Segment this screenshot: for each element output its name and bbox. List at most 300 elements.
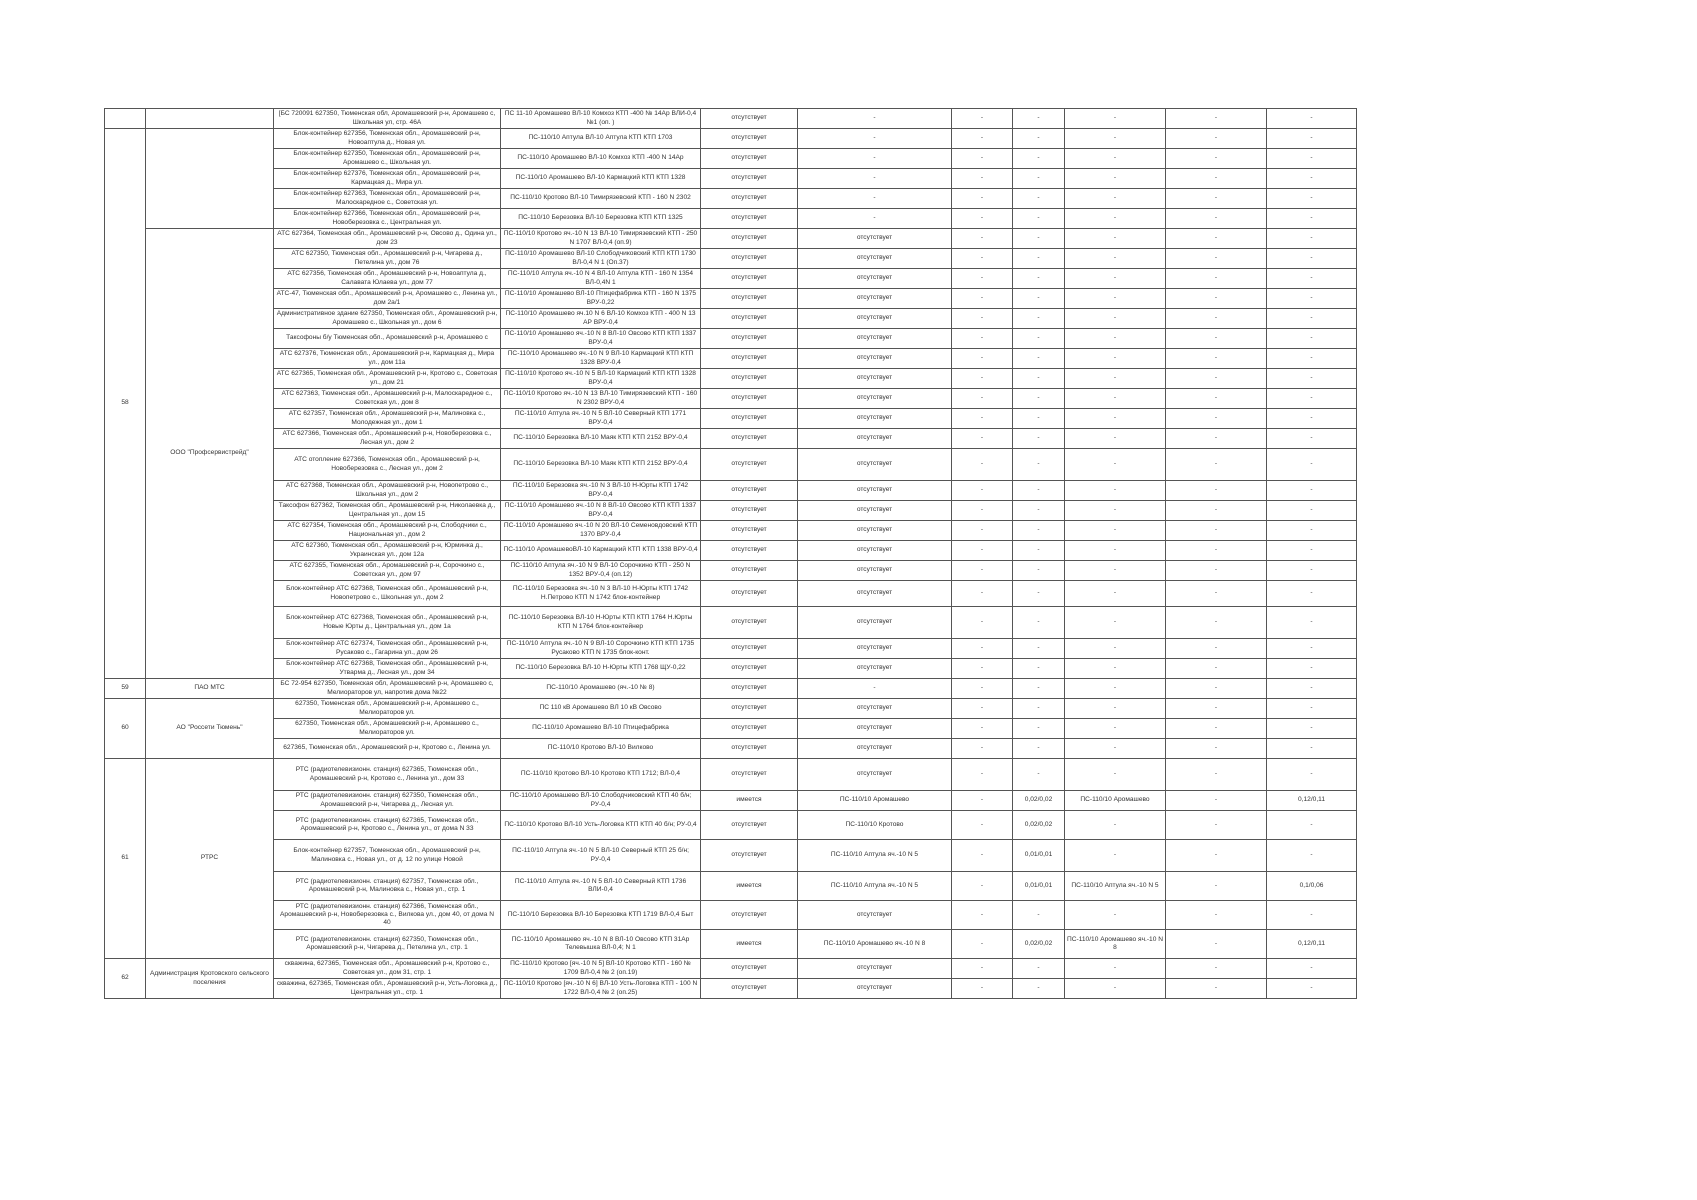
value-cell-a: - — [952, 169, 1013, 189]
source-cell: - — [798, 679, 952, 699]
power2-cell: 0,1/0,06 — [1267, 872, 1357, 901]
organization-cell: АО "Россети Тюмень" — [146, 699, 274, 759]
table-row — [105, 521, 1357, 541]
source2-cell: - — [1065, 811, 1166, 840]
source-cell: - — [798, 149, 952, 169]
organization-cell: ПАО МТС — [146, 679, 274, 699]
organization-cell — [146, 129, 274, 229]
availability-cell: отсутствует — [701, 309, 798, 329]
power-cell: - — [1013, 541, 1065, 561]
substation-cell: ПС 110 кВ Аромашево ВЛ 10 кВ Овсово — [501, 699, 701, 719]
source2-cell: - — [1065, 639, 1166, 659]
address-cell: БС 72-954 627350, Тюменская обл, Аромашевский р-н, Аромашево с, Мелиораторов ул, напротив дома №22 — [274, 679, 501, 699]
row-number-cell: 60 — [105, 699, 146, 759]
source2-cell: - — [1065, 209, 1166, 229]
table-row — [105, 561, 1357, 581]
source-cell: отсутствует — [798, 349, 952, 369]
value-cell-a: - — [952, 501, 1013, 521]
power2-cell: - — [1267, 129, 1357, 149]
value-cell-a: - — [952, 309, 1013, 329]
value-cell-a: - — [952, 930, 1013, 959]
address-cell: Таксофон 627362, Тюменская обл., Аромашевский р-н, Николаевка д., Центральная ул., дом 15 — [274, 501, 501, 521]
substation-cell: ПС-110/10 Аптула яч.-10 N 4 ВЛ-10 Аптула КТП - 160 N 1354 ВЛ-0,4N 1 — [501, 269, 701, 289]
address-cell: скважина, 627365, Тюменская обл., Аромашевский р-н, Усть-Логовка д., Центральная ул., стр. 1 — [274, 979, 501, 999]
substation-cell: ПС-110/10 Аромашево яч.-10 N 8 ВЛ-10 Овсово КТП КТП 1337 ВРУ-0,4 — [501, 329, 701, 349]
power2-cell: - — [1267, 840, 1357, 872]
substation-cell: ПС-110/10 Березовка ВЛ-10 Березовка КТП КТП 1325 — [501, 209, 701, 229]
table-row — [105, 639, 1357, 659]
address-cell: АТС 627356, Тюменская обл., Аромашевский р-н, Новоаптула д., Салавата Юлаева ул., дом 77 — [274, 269, 501, 289]
source-cell: отсутствует — [798, 429, 952, 449]
power-cell: - — [1013, 501, 1065, 521]
availability-cell: отсутствует — [701, 389, 798, 409]
substation-cell: ПС-110/10 Березовка ВЛ-10 Маяк КТП КТП 2152 ВРУ-0,4 — [501, 449, 701, 481]
address-cell: Блок-контейнер 627363, Тюменская обл., Аромашевский р-н, Малоскаредное с., Советская ул. — [274, 189, 501, 209]
value-cell-a: - — [952, 449, 1013, 481]
value-cell-b: - — [1166, 249, 1267, 269]
address-cell: 627350, Тюменская обл., Аромашевский р-н, Аромашево с., Мелиораторов ул. — [274, 719, 501, 739]
source2-cell: - — [1065, 659, 1166, 679]
availability-cell: имеется — [701, 930, 798, 959]
table-row — [105, 309, 1357, 329]
source-cell: - — [798, 189, 952, 209]
substation-cell: ПС-110/10 Березовка ВЛ-10 Маяк КТП КТП 2152 ВРУ-0,4 — [501, 429, 701, 449]
table-row — [105, 289, 1357, 309]
power-cell: - — [1013, 959, 1065, 979]
value-cell-b: - — [1166, 679, 1267, 699]
power-cell: - — [1013, 129, 1065, 149]
source-cell: отсутствует — [798, 229, 952, 249]
address-cell: Блок-контейнер АТС 627368, Тюменская обл., Аромашевский р-н, Утварма д., Лесная ул., дом 34 — [274, 659, 501, 679]
power-cell: - — [1013, 429, 1065, 449]
address-cell: [БС 720091 627350, Тюменская обл, Аромашевский р-н, Аромашево с, Школьная ул, стр. 46А — [274, 109, 501, 129]
source2-cell: - — [1065, 229, 1166, 249]
address-cell: Блок-контейнер АТС 627374, Тюменская обл., Аромашевский р-н, Русаково с., Гагарина ул., дом 26 — [274, 639, 501, 659]
availability-cell: отсутствует — [701, 129, 798, 149]
source-cell: отсутствует — [798, 659, 952, 679]
source-cell: ПС-110/10 Аромашево — [798, 791, 952, 811]
table-row — [105, 389, 1357, 409]
address-cell: АТС 627365, Тюменская обл., Аромашевский р-н, Кротово с., Советская ул., дом 21 — [274, 369, 501, 389]
availability-cell: отсутствует — [701, 759, 798, 791]
consumers-table — [104, 108, 1357, 999]
table-row — [105, 189, 1357, 209]
value-cell-b: - — [1166, 581, 1267, 607]
table-row — [105, 739, 1357, 759]
source-cell: ПС-110/10 Кротово — [798, 811, 952, 840]
table-row — [105, 269, 1357, 289]
value-cell-a: - — [952, 979, 1013, 999]
value-cell-a: - — [952, 607, 1013, 639]
power2-cell: - — [1267, 501, 1357, 521]
value-cell-a: - — [952, 369, 1013, 389]
address-cell: АТС 627366, Тюменская обл., Аромашевский р-н, Новоберезовка с., Лесная ул., дом 2 — [274, 429, 501, 449]
value-cell-a: - — [952, 759, 1013, 791]
substation-cell: ПС-110/10 Аромашево ВЛ-10 Слободчиковский КТП КТП 1730 ВЛ-0,4 N 1 (Оп.37) — [501, 249, 701, 269]
source-cell: отсутствует — [798, 719, 952, 739]
power-cell: - — [1013, 389, 1065, 409]
power-cell: 0,02/0,02 — [1013, 811, 1065, 840]
source2-cell: - — [1065, 109, 1166, 129]
address-cell: РТС (радиотелевизионн. станция) 627350, Тюменская обл., Аромашевский р-н, Чигарева д., Петелина ул., стр. 1 — [274, 930, 501, 959]
source2-cell: - — [1065, 719, 1166, 739]
source-cell: - — [798, 129, 952, 149]
substation-cell: ПС-110/10 Аптула яч.-10 N 5 ВЛ-10 Северный КТП 1736 ВЛИ-0,4 — [501, 872, 701, 901]
availability-cell: отсутствует — [701, 659, 798, 679]
address-cell: РТС (радиотелевизионн. станция) 627350, Тюменская обл., Аромашевский р-н, Чигарева д., Лесная ул. — [274, 791, 501, 811]
source-cell: отсутствует — [798, 329, 952, 349]
power2-cell: - — [1267, 561, 1357, 581]
value-cell-b: - — [1166, 541, 1267, 561]
value-cell-a: - — [952, 429, 1013, 449]
availability-cell: отсутствует — [701, 209, 798, 229]
table-row — [105, 109, 1357, 129]
availability-cell: отсутствует — [701, 739, 798, 759]
source2-cell: - — [1065, 389, 1166, 409]
power-cell: - — [1013, 409, 1065, 429]
power2-cell: - — [1267, 639, 1357, 659]
substation-cell: ПС-110/10 Кротово [яч.-10 N 5] ВЛ-10 Кротово КТП - 160 № 1709 ВЛ-0,4 № 2 (оп.19) — [501, 959, 701, 979]
power-cell: - — [1013, 149, 1065, 169]
power2-cell: - — [1267, 659, 1357, 679]
value-cell-a: - — [952, 872, 1013, 901]
substation-cell: ПС-110/10 Аромашево яч.10 N 6 ВЛ-10 Комхоз КТП - 400 N 13 АР ВРУ-0,4 — [501, 309, 701, 329]
address-cell: АТС 627354, Тюменская обл., Аромашевский р-н, Слободчики с., Национальная ул., дом 2 — [274, 521, 501, 541]
document-sheet — [104, 108, 1356, 999]
substation-cell: ПС-110/10 Аромашево ВЛ-10 Кармацкий КТП КТП 1328 — [501, 169, 701, 189]
organization-cell: ООО "Профсервистрейд" — [146, 229, 274, 679]
value-cell-a: - — [952, 699, 1013, 719]
value-cell-a: - — [952, 329, 1013, 349]
address-cell: Блок-контейнер АТС 627368, Тюменская обл., Аромашевский р-н, Новые Юрты д., Центральная ул., дом 1а — [274, 607, 501, 639]
source-cell: отсутствует — [798, 249, 952, 269]
source2-cell: - — [1065, 329, 1166, 349]
substation-cell: ПС-110/10 Аптула яч.-10 N 5 ВЛ-10 Северный КТП 25 б/н; РУ-0,4 — [501, 840, 701, 872]
power2-cell: - — [1267, 189, 1357, 209]
address-cell: АТС 627368, Тюменская обл., Аромашевский р-н, Новопетрово с., Школьная ул., дом 2 — [274, 481, 501, 501]
source-cell: отсутствует — [798, 607, 952, 639]
table-row — [105, 169, 1357, 189]
power2-cell: - — [1267, 109, 1357, 129]
value-cell-b: - — [1166, 739, 1267, 759]
power-cell: - — [1013, 607, 1065, 639]
value-cell-b: - — [1166, 149, 1267, 169]
availability-cell: отсутствует — [701, 639, 798, 659]
availability-cell: отсутствует — [701, 249, 798, 269]
source2-cell: - — [1065, 561, 1166, 581]
substation-cell: ПС-110/10 Аптула ВЛ-10 Аптула КТП КТП 1703 — [501, 129, 701, 149]
substation-cell: ПС-110/10 Аромашево ВЛ-10 Птицефабрика — [501, 719, 701, 739]
value-cell-b: - — [1166, 607, 1267, 639]
source2-cell: ПС-110/10 Аромашево яч.-10 N 8 — [1065, 930, 1166, 959]
power2-cell: 0,12/0,11 — [1267, 791, 1357, 811]
power2-cell: - — [1267, 901, 1357, 930]
power-cell: - — [1013, 581, 1065, 607]
power2-cell: 0,12/0,11 — [1267, 930, 1357, 959]
organization-cell: Администрация Кротовского сельского поселения — [146, 959, 274, 999]
value-cell-a: - — [952, 189, 1013, 209]
value-cell-a: - — [952, 389, 1013, 409]
table-row — [105, 369, 1357, 389]
value-cell-b: - — [1166, 561, 1267, 581]
value-cell-a: - — [952, 901, 1013, 930]
source2-cell: - — [1065, 129, 1166, 149]
substation-cell: ПС-110/10 Аромашево яч.-10 N 8 ВЛ-10 Овсово КТП 31Ар Телевышка ВЛ-0,4; N 1 — [501, 930, 701, 959]
power-cell: - — [1013, 561, 1065, 581]
value-cell-a: - — [952, 289, 1013, 309]
source-cell: отсутствует — [798, 739, 952, 759]
source2-cell: - — [1065, 289, 1166, 309]
substation-cell: ПС 11-10 Аромашево ВЛ-10 Комхоз КТП -400 № 14Ар ВЛИ-0,4 №1 (оп. ) — [501, 109, 701, 129]
source-cell: отсутствует — [798, 521, 952, 541]
address-cell: АТС отопление 627366, Тюменская обл., Аромашевский р-н, Новоберезовка с., Лесная ул., дом 2 — [274, 449, 501, 481]
source2-cell: - — [1065, 269, 1166, 289]
source-cell: отсутствует — [798, 541, 952, 561]
organization-cell: РТРС — [146, 759, 274, 959]
address-cell: АТС 627360, Тюменская обл., Аромашевский р-н, Юрминка д., Украинская ул., дом 12а — [274, 541, 501, 561]
value-cell-b: - — [1166, 659, 1267, 679]
value-cell-b: - — [1166, 449, 1267, 481]
source2-cell: - — [1065, 581, 1166, 607]
value-cell-b: - — [1166, 109, 1267, 129]
source-cell: отсутствует — [798, 639, 952, 659]
power2-cell: - — [1267, 679, 1357, 699]
power-cell: - — [1013, 109, 1065, 129]
availability-cell: отсутствует — [701, 409, 798, 429]
value-cell-a: - — [952, 109, 1013, 129]
availability-cell: отсутствует — [701, 501, 798, 521]
availability-cell: имеется — [701, 872, 798, 901]
address-cell: АТС 627357, Тюменская обл., Аромашевский р-н, Малиновка с., Молодежная ул., дом 1 — [274, 409, 501, 429]
table-row — [105, 959, 1357, 979]
power2-cell: - — [1267, 811, 1357, 840]
power-cell: - — [1013, 269, 1065, 289]
substation-cell: ПС-110/10 Березовка яч.-10 N 3 ВЛ-10 Н-Юрты КТП 1742 ВРУ-0,4 — [501, 481, 701, 501]
value-cell-b: - — [1166, 349, 1267, 369]
power2-cell: - — [1267, 449, 1357, 481]
table-row — [105, 149, 1357, 169]
substation-cell: ПС-110/10 Аромашево яч.-10 N 20 ВЛ-10 Семеновдовский КТП 1370 ВРУ-0,4 — [501, 521, 701, 541]
substation-cell: ПС-110/10 Аромашево яч.-10 N 8 ВЛ-10 Овсово КТП КТП 1337 ВРУ-0,4 — [501, 501, 701, 521]
power-cell: - — [1013, 659, 1065, 679]
power2-cell: - — [1267, 389, 1357, 409]
address-cell: Блок-контейнер 627357, Тюменская обл., Аромашевский р-н, Малиновка с., Новая ул., от д. 12 по улице Новой — [274, 840, 501, 872]
value-cell-a: - — [952, 659, 1013, 679]
substation-cell: ПС-110/10 Аптула яч.-10 N 9 ВЛ-10 Сорочкино КТП - 250 N 1352 ВРУ-0,4 (оп.12) — [501, 561, 701, 581]
source-cell: отсутствует — [798, 699, 952, 719]
value-cell-b: - — [1166, 309, 1267, 329]
availability-cell: отсутствует — [701, 811, 798, 840]
address-cell: АТС 627363, Тюменская обл., Аромашевский р-н, Малоскаредное с., Советская ул., дом 8 — [274, 389, 501, 409]
source2-cell: - — [1065, 189, 1166, 209]
value-cell-b: - — [1166, 229, 1267, 249]
value-cell-b: - — [1166, 501, 1267, 521]
table-row — [105, 581, 1357, 607]
value-cell-a: - — [952, 541, 1013, 561]
power-cell: - — [1013, 699, 1065, 719]
power-cell: - — [1013, 679, 1065, 699]
value-cell-b: - — [1166, 979, 1267, 999]
availability-cell: отсутствует — [701, 521, 798, 541]
value-cell-a: - — [952, 349, 1013, 369]
value-cell-a: - — [952, 739, 1013, 759]
source-cell: отсутствует — [798, 309, 952, 329]
source2-cell: - — [1065, 959, 1166, 979]
address-cell: АТС 627350, Тюменская обл., Аромашевский р-н, Чигарева д., Петелина ул., дом 76 — [274, 249, 501, 269]
power2-cell: - — [1267, 429, 1357, 449]
table-row — [105, 840, 1357, 872]
source2-cell: - — [1065, 309, 1166, 329]
availability-cell: отсутствует — [701, 109, 798, 129]
source2-cell: - — [1065, 249, 1166, 269]
availability-cell: отсутствует — [701, 481, 798, 501]
table-row — [105, 930, 1357, 959]
source2-cell: - — [1065, 409, 1166, 429]
source-cell: отсутствует — [798, 759, 952, 791]
availability-cell: отсутствует — [701, 449, 798, 481]
source-cell: отсутствует — [798, 389, 952, 409]
power2-cell: - — [1267, 959, 1357, 979]
power2-cell: - — [1267, 581, 1357, 607]
value-cell-b: - — [1166, 901, 1267, 930]
address-cell: АТС 627355, Тюменская обл., Аромашевский р-н, Сорочкино с., Советская ул., дом 97 — [274, 561, 501, 581]
value-cell-b: - — [1166, 329, 1267, 349]
source-cell: - — [798, 209, 952, 229]
power2-cell: - — [1267, 229, 1357, 249]
value-cell-a: - — [952, 959, 1013, 979]
row-number-cell: 61 — [105, 759, 146, 959]
power-cell: - — [1013, 289, 1065, 309]
availability-cell: имеется — [701, 791, 798, 811]
table-row — [105, 759, 1357, 791]
row-number-cell: 58 — [105, 129, 146, 679]
table-row — [105, 249, 1357, 269]
power2-cell: - — [1267, 541, 1357, 561]
power-cell: - — [1013, 329, 1065, 349]
power2-cell: - — [1267, 979, 1357, 999]
value-cell-b: - — [1166, 759, 1267, 791]
source-cell: отсутствует — [798, 369, 952, 389]
table-row — [105, 659, 1357, 679]
availability-cell: отсутствует — [701, 369, 798, 389]
table-row — [105, 811, 1357, 840]
table-row — [105, 429, 1357, 449]
source-cell: отсутствует — [798, 561, 952, 581]
substation-cell: ПС-110/10 Аптула яч.-10 N 5 ВЛ-10 Северный КТП 1771 ВРУ-0,4 — [501, 409, 701, 429]
power2-cell: - — [1267, 409, 1357, 429]
availability-cell: отсутствует — [701, 679, 798, 699]
power2-cell: - — [1267, 149, 1357, 169]
power2-cell: - — [1267, 349, 1357, 369]
source2-cell: - — [1065, 840, 1166, 872]
power-cell: - — [1013, 449, 1065, 481]
table-row — [105, 791, 1357, 811]
substation-cell: ПС-110/10 Аромашево ВЛ-10 Слободчиковский КТП 40 б/н; РУ-0,4 — [501, 791, 701, 811]
value-cell-a: - — [952, 521, 1013, 541]
substation-cell: ПС-110/10 Аптула яч.-10 N 9 ВЛ-10 Сорочкино КТП КТП 1735 Русаково КТП N 1735 блок-конт. — [501, 639, 701, 659]
availability-cell: отсутствует — [701, 979, 798, 999]
substation-cell: ПС-110/10 АромашевоВЛ-10 Кармацкий КТП КТП 1338 ВРУ-0,4 — [501, 541, 701, 561]
value-cell-a: - — [952, 811, 1013, 840]
availability-cell: отсутствует — [701, 541, 798, 561]
source-cell: ПС-110/10 Аптула яч.-10 N 5 — [798, 872, 952, 901]
value-cell-a: - — [952, 561, 1013, 581]
substation-cell: ПС-110/10 Кротово яч.-10 N 13 ВЛ-10 Тимирязевский КТП - 250 N 1707 ВЛ-0,4 (оп.9) — [501, 229, 701, 249]
table-row — [105, 699, 1357, 719]
availability-cell: отсутствует — [701, 429, 798, 449]
source2-cell: - — [1065, 349, 1166, 369]
source-cell: отсутствует — [798, 481, 952, 501]
source2-cell: - — [1065, 679, 1166, 699]
address-cell: Таксофоны б/у Тюменская обл., Аромашевский р-н, Аромашево с — [274, 329, 501, 349]
table-row — [105, 129, 1357, 149]
table-row — [105, 541, 1357, 561]
value-cell-b: - — [1166, 959, 1267, 979]
value-cell-b: - — [1166, 429, 1267, 449]
substation-cell: ПС-110/10 Аромашево (яч.-10 № 8) — [501, 679, 701, 699]
power-cell: - — [1013, 521, 1065, 541]
table-row — [105, 409, 1357, 429]
substation-cell: ПС-110/10 Кротово ВЛ-10 Кротово КТП 1712; ВЛ-0,4 — [501, 759, 701, 791]
power-cell: 0,02/0,02 — [1013, 791, 1065, 811]
source-cell: ПС-110/10 Аромашево яч.-10 N 8 — [798, 930, 952, 959]
table-row — [105, 349, 1357, 369]
substation-cell: ПС-110/10 Кротово ВЛ-10 Усть-Логовка КТП КТП 40 б/н; РУ-0,4 — [501, 811, 701, 840]
table-row — [105, 719, 1357, 739]
power-cell: - — [1013, 719, 1065, 739]
power-cell: - — [1013, 249, 1065, 269]
address-cell: Блок-контейнер 627356, Тюменская обл., Аромашевский р-н, Новоаптула д., Новая ул. — [274, 129, 501, 149]
value-cell-a: - — [952, 249, 1013, 269]
source2-cell: - — [1065, 901, 1166, 930]
power2-cell: - — [1267, 289, 1357, 309]
availability-cell: отсутствует — [701, 561, 798, 581]
power-cell: - — [1013, 209, 1065, 229]
power2-cell: - — [1267, 329, 1357, 349]
value-cell-b: - — [1166, 481, 1267, 501]
power2-cell: - — [1267, 269, 1357, 289]
value-cell-a: - — [952, 679, 1013, 699]
power-cell: - — [1013, 349, 1065, 369]
value-cell-a: - — [952, 209, 1013, 229]
value-cell-b: - — [1166, 129, 1267, 149]
power-cell: - — [1013, 481, 1065, 501]
substation-cell: ПС-110/10 Кротово яч.-10 N 5 ВЛ-10 Кармацкий КТП КТП 1328 ВРУ-0,4 — [501, 369, 701, 389]
power-cell: - — [1013, 979, 1065, 999]
value-cell-b: - — [1166, 289, 1267, 309]
value-cell-a: - — [952, 409, 1013, 429]
address-cell: РТС (радиотелевизионн. станция) 627365, Тюменская обл., Аромашевский р-н, Кротово с., Ленина ул., дом 33 — [274, 759, 501, 791]
power-cell: 0,01/0,01 — [1013, 872, 1065, 901]
availability-cell: отсутствует — [701, 289, 798, 309]
value-cell-b: - — [1166, 930, 1267, 959]
availability-cell: отсутствует — [701, 229, 798, 249]
power-cell: - — [1013, 639, 1065, 659]
address-cell: 627365, Тюменская обл., Аромашевский р-н, Кротово с., Ленина ул. — [274, 739, 501, 759]
source2-cell: - — [1065, 149, 1166, 169]
power2-cell: - — [1267, 699, 1357, 719]
row-number-cell: 62 — [105, 959, 146, 999]
address-cell: Блок-контейнер АТС 627368, Тюменская обл., Аромашевский р-н, Новопетрово с., Школьная ул., дом 2 — [274, 581, 501, 607]
value-cell-b: - — [1166, 521, 1267, 541]
table-row — [105, 481, 1357, 501]
power2-cell: - — [1267, 249, 1357, 269]
source2-cell: - — [1065, 759, 1166, 791]
table-row — [105, 329, 1357, 349]
value-cell-b: - — [1166, 719, 1267, 739]
source-cell: отсутствует — [798, 581, 952, 607]
source-cell: - — [798, 109, 952, 129]
